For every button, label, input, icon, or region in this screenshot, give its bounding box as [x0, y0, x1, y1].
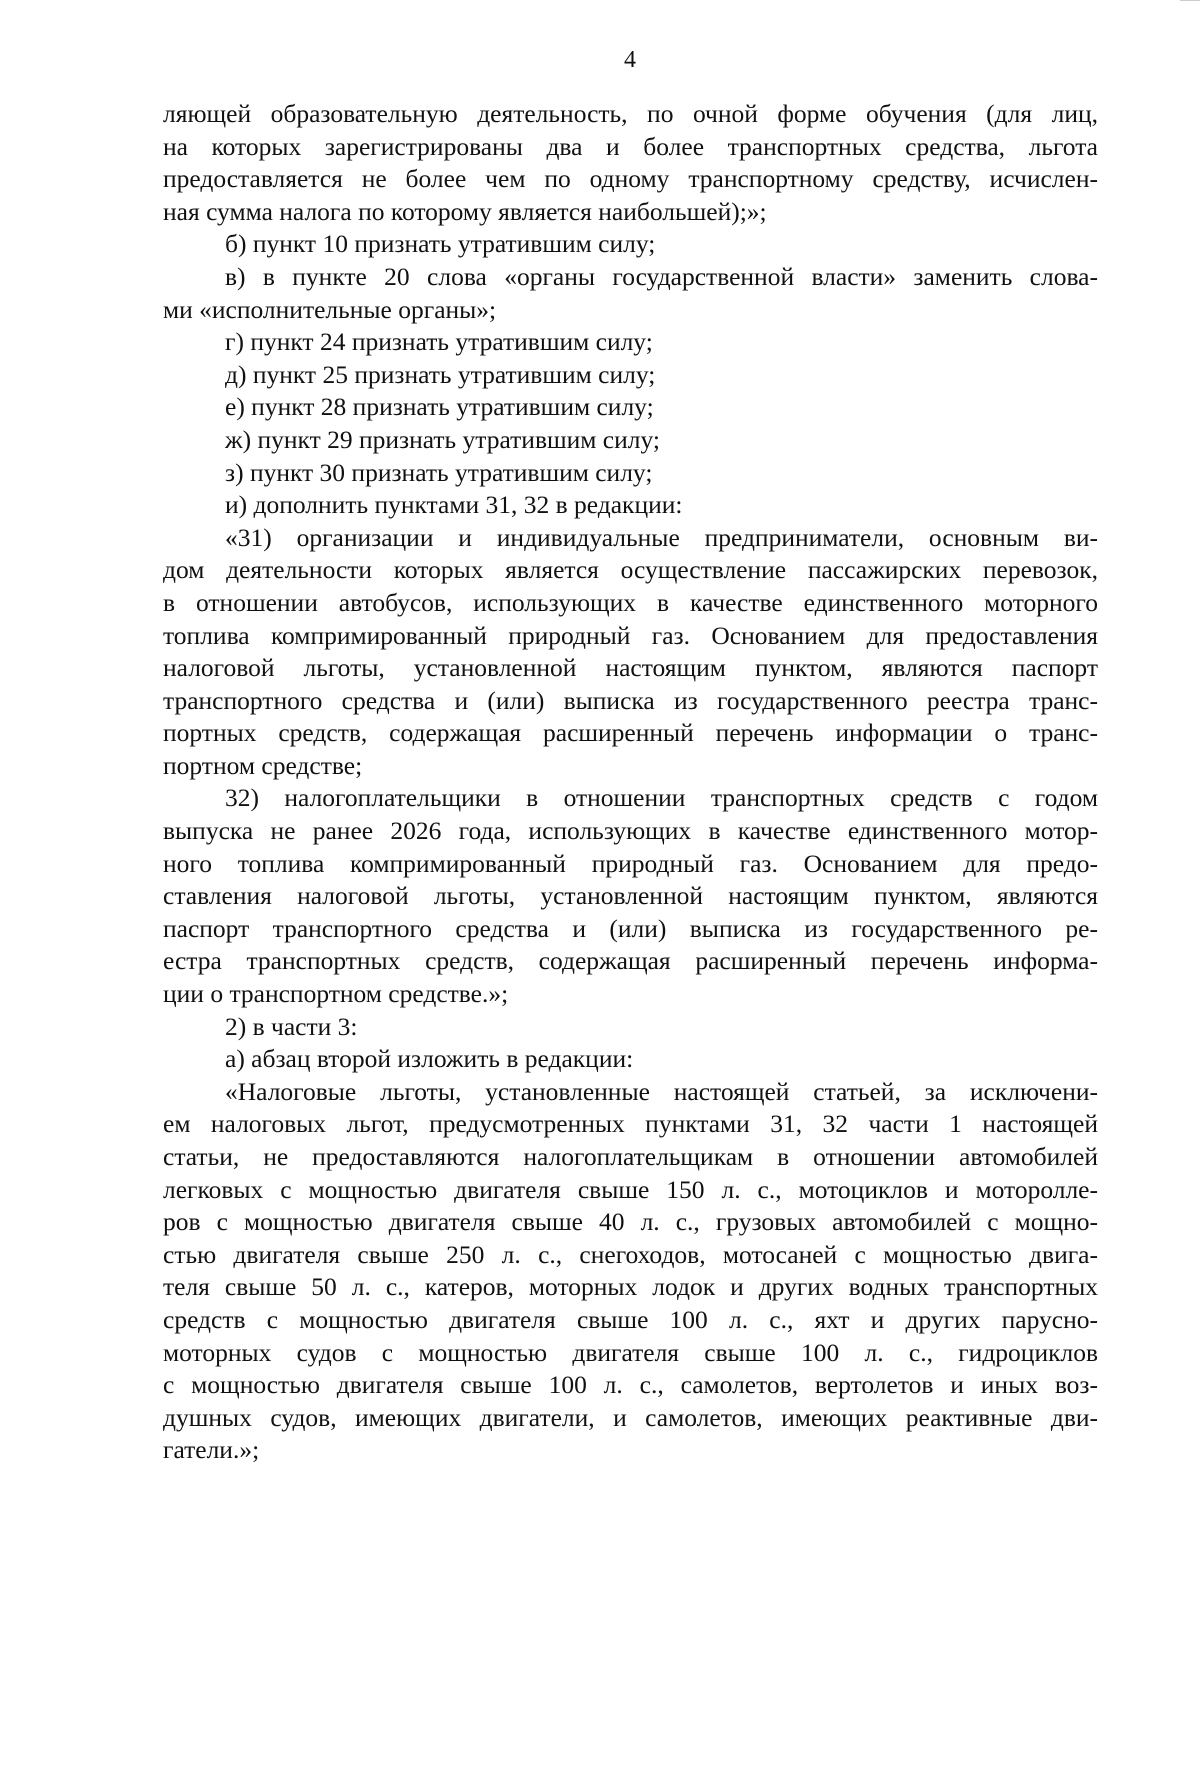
scan-corner-mark [1180, 0, 1200, 9]
text-line: д) пункт 25 признать утратившим силу; [225, 359, 656, 389]
text-line: душных судов, имеющих двигатели, и самолетов, имеющих реактивные дви- [163, 1402, 1098, 1432]
text-line: «Налоговые льготы, установленные настоящей статьей, за исключени- [225, 1076, 1098, 1106]
text-line: е) пункт 28 признать утратившим силу; [225, 392, 654, 422]
text-line: на которых зарегистрированы два и более транспортных средства, льгота [163, 131, 1098, 161]
text-line: моторных судов с мощностью двигателя свыше 100 л. с., гидроциклов [163, 1337, 1098, 1367]
text-line: естра транспортных средств, содержащая расширенный перечень информа- [163, 946, 1098, 976]
text-line: ми «исполнительные органы»; [163, 294, 497, 324]
text-line: топлива компримированный природный газ. Основанием для предоставления [163, 620, 1098, 650]
text-line: в) в пункте 20 слова «органы государственной власти» заменить слова- [225, 261, 1098, 291]
text-line: ции о транспортном средстве.»; [163, 979, 509, 1009]
text-line: в отношении автобусов, использующих в качестве единственного моторного [163, 587, 1098, 617]
text-line: портном средстве; [163, 750, 363, 780]
text-line: и) дополнить пунктами 31, 32 в редакции: [225, 490, 683, 520]
text-line: г) пункт 24 признать утратившим силу; [225, 327, 653, 357]
text-line: гатели.»; [163, 1435, 260, 1465]
document-body [163, 98, 1098, 1467]
text-line: ем налоговых льгот, предусмотренных пунктами 31, 32 части 1 настоящей [163, 1109, 1098, 1139]
text-line: средств с мощностью двигателя свыше 100 л. с., яхт и других парусно- [163, 1304, 1098, 1334]
text-line: 2) в части 3: [225, 1011, 358, 1041]
text-line: б) пункт 10 признать утратившим силу; [225, 229, 656, 259]
text-line: статьи, не предоставляются налогоплательщикам в отношении автомобилей [163, 1142, 1098, 1171]
text-line: ная сумма налога по которому является наибольшей);»; [163, 196, 767, 226]
text-line: легковых с мощностью двигателя свыше 150 л. с., мотоциклов и мотороллe- [163, 1174, 1098, 1204]
text-line: 32) налогоплательщики в отношении транспортных средств с годом [225, 783, 1098, 813]
text-line: ров с мощностью двигателя свыше 40 л. с., грузовых автомобилей с мощно- [163, 1207, 1098, 1237]
text-line: дом деятельности которых является осуществление пассажирских перевозок, [163, 555, 1098, 585]
text-line: портных средств, содержащая расширенный перечень информации о транс- [163, 718, 1098, 748]
text-line: «31) организации и индивидуальные предприниматели, основным ви- [225, 522, 1098, 552]
text-line: теля свыше 50 л. с., катеров, моторных лодок и других водных транспортных [163, 1272, 1098, 1302]
text-line: предоставляется не более чем по одному транспортному средству, исчислен- [163, 164, 1098, 194]
text-line: налоговой льготы, установленной настоящим пунктом, являются паспорт [163, 653, 1098, 683]
text-line: ж) пункт 29 признать утратившим силу; [225, 424, 660, 454]
text-line: паспорт транспортного средства и (или) выписка из государственного ре- [163, 913, 1098, 943]
text-line: стью двигателя свыше 250 л. с., снегоходов, мотосаней с мощностью двига- [163, 1239, 1098, 1269]
text-line: с мощностью двигателя свыше 100 л. с., самолетов, вертолетов и иных воз- [163, 1370, 1098, 1400]
text-line: а) абзац второй изложить в редакции: [225, 1044, 634, 1074]
text-line: транспортного средства и (или) выписка из государственного реестра транс- [163, 685, 1098, 715]
text-line: ного топлива компримированный природный газ. Основанием для предо- [163, 848, 1098, 878]
page-number: 4 [624, 47, 636, 73]
text-line: выпуска не ранее 2026 года, использующих в качестве единственного мотор- [163, 816, 1098, 846]
text-line: ляющей образовательную деятельность, по очной форме обучения (для лиц, [163, 99, 1098, 128]
text-line: з) пункт 30 признать утратившим силу; [225, 457, 653, 487]
text-line: ставления налоговой льготы, установленной настоящим пунктом, являются [163, 881, 1098, 911]
